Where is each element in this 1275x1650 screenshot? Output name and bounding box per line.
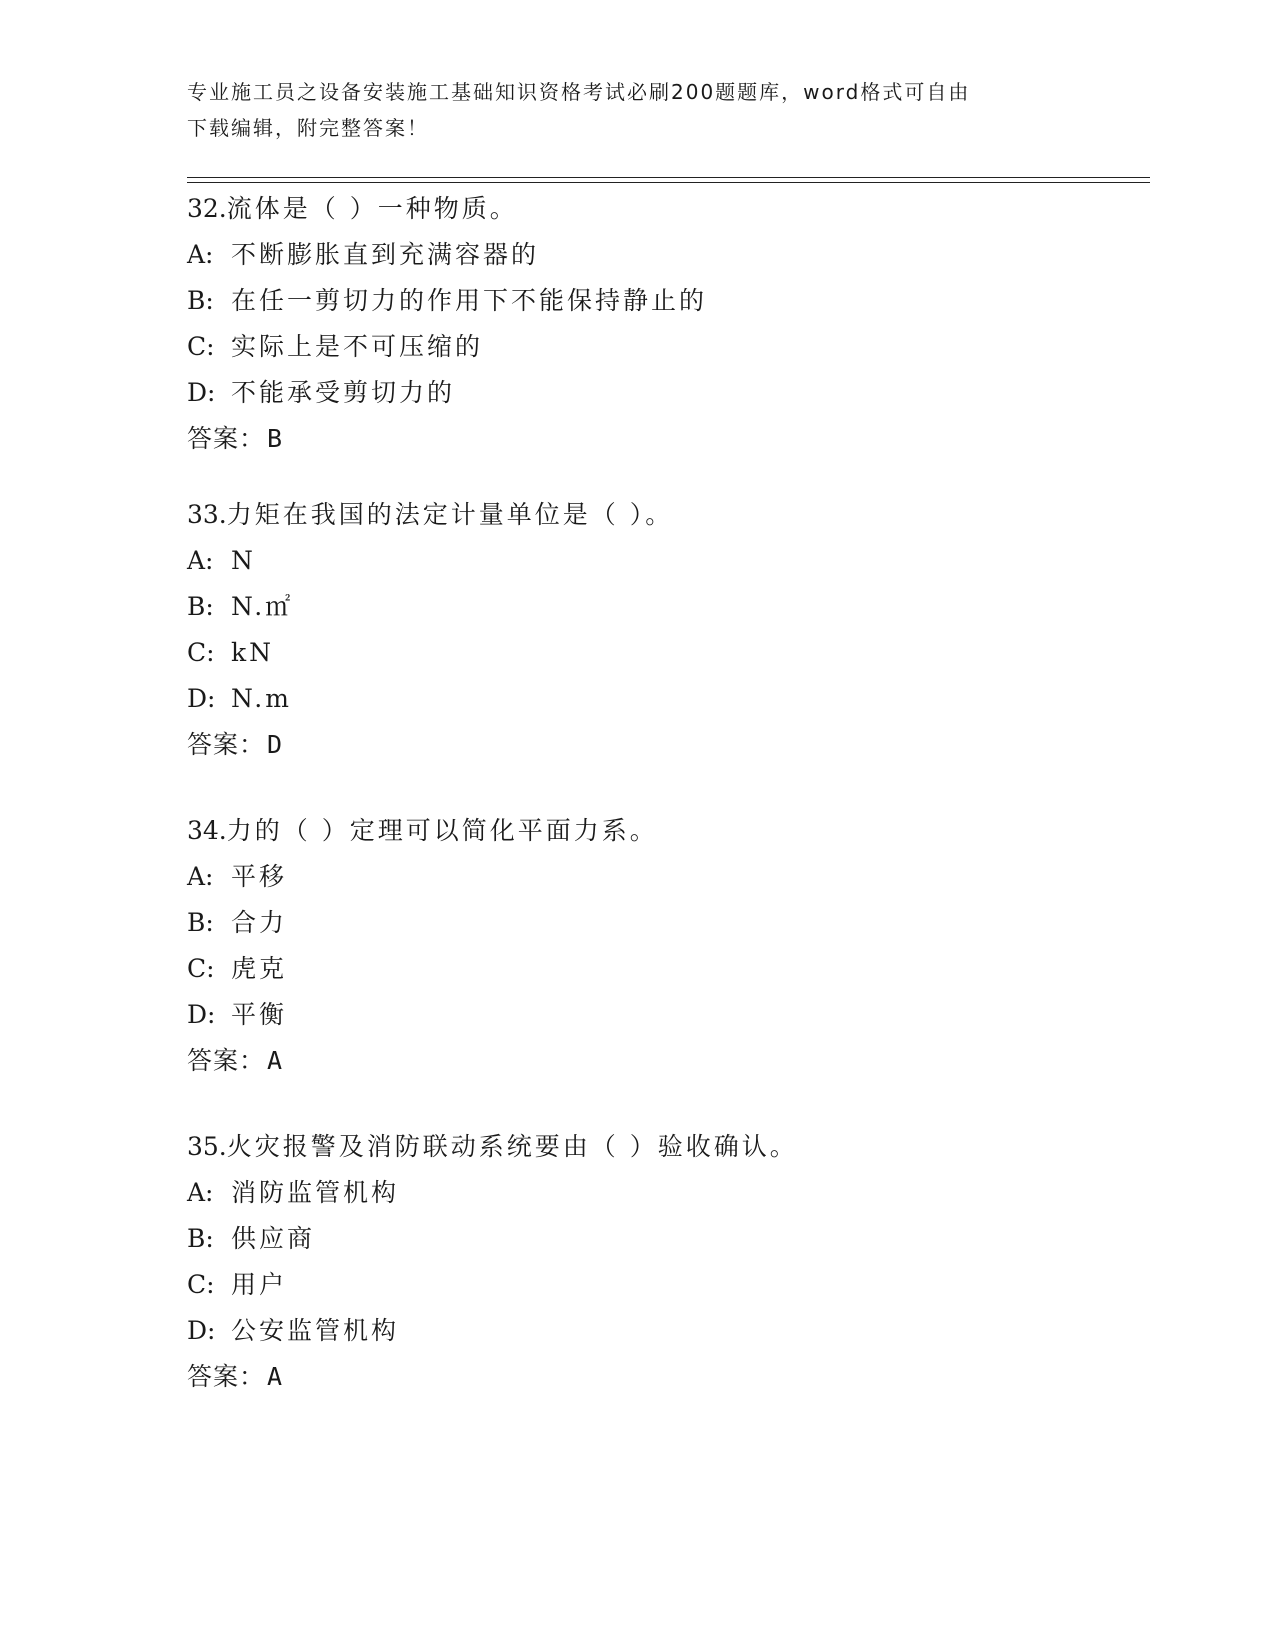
answer-line: [187, 722, 1147, 768]
answer-value: A: [267, 1362, 284, 1391]
document-header: [187, 74, 1067, 146]
option-text: 虎克: [231, 954, 288, 983]
option-a: [187, 538, 1147, 584]
option-b: [187, 1216, 1147, 1262]
option-label: D:: [187, 684, 216, 713]
option-label: A:: [187, 862, 214, 891]
header-divider-bottom: [187, 182, 1150, 183]
question-32: [187, 186, 1147, 462]
question-text: 力的（ ）定理可以简化平面力系。: [226, 816, 658, 845]
option-text: 平衡: [231, 1000, 288, 1029]
answer-line: [187, 1038, 1147, 1084]
option-c: [187, 324, 1147, 370]
question-34: [187, 808, 1147, 1084]
option-d: [187, 676, 1147, 722]
answer-label: 答案：: [187, 730, 266, 759]
option-label: C:: [187, 1270, 215, 1299]
option-text: N.m: [231, 684, 292, 713]
option-text: 供应商: [231, 1224, 316, 1253]
option-text: 公安监管机构: [231, 1316, 400, 1345]
question-number: 33.: [187, 500, 227, 529]
option-label: C:: [187, 332, 215, 361]
option-text: 合力: [231, 908, 288, 937]
question-35: [187, 1124, 1147, 1400]
question-number: 34.: [187, 816, 227, 845]
option-label: B:: [187, 286, 214, 315]
answer-value: D: [267, 730, 284, 759]
option-text: N.㎡: [231, 592, 294, 621]
option-b: [187, 584, 1147, 630]
header-divider-top: [187, 177, 1150, 178]
question-number: 35.: [187, 1132, 227, 1161]
question-stem: [187, 808, 1147, 854]
answer-label: 答案：: [187, 424, 266, 453]
option-label: D:: [187, 378, 216, 407]
option-a: [187, 232, 1147, 278]
answer-label: 答案：: [187, 1362, 266, 1391]
option-label: B:: [187, 592, 214, 621]
option-d: [187, 992, 1147, 1038]
answer-value: B: [267, 424, 284, 453]
option-text: 实际上是不可压缩的: [231, 332, 484, 361]
answer-label: 答案：: [187, 1046, 266, 1075]
question-text: 力矩在我国的法定计量单位是（ ）。: [226, 500, 674, 529]
header-line-2: 下载编辑，附完整答案！: [187, 116, 429, 140]
option-text: 不断膨胀直到充满容器的: [231, 240, 540, 269]
option-text: 在任一剪切力的作用下不能保持静止的: [231, 286, 708, 315]
question-stem: [187, 492, 1147, 538]
option-label: C:: [187, 638, 215, 667]
option-c: [187, 946, 1147, 992]
option-label: A:: [187, 1178, 214, 1207]
option-label: C:: [187, 954, 215, 983]
header-line-1: 专业施工员之设备安装施工基础知识资格考试必刷200题题库，word格式可自由: [187, 80, 971, 104]
option-text: kN: [231, 638, 275, 667]
option-c: [187, 630, 1147, 676]
option-b: [187, 900, 1147, 946]
option-c: [187, 1262, 1147, 1308]
option-label: B:: [187, 908, 214, 937]
answer-value: A: [267, 1046, 284, 1075]
option-text: 用户: [231, 1270, 288, 1299]
option-d: [187, 370, 1147, 416]
option-label: A:: [187, 240, 214, 269]
answer-line: [187, 416, 1147, 462]
question-stem: [187, 186, 1147, 232]
option-b: [187, 278, 1147, 324]
option-text: 不能承受剪切力的: [231, 378, 456, 407]
option-label: D:: [187, 1000, 216, 1029]
question-number: 32.: [187, 194, 227, 223]
option-label: D:: [187, 1316, 216, 1345]
option-a: [187, 1170, 1147, 1216]
option-label: A:: [187, 546, 214, 575]
question-33: [187, 492, 1147, 768]
option-text: N: [231, 546, 256, 575]
option-a: [187, 854, 1147, 900]
option-label: B:: [187, 1224, 214, 1253]
question-text: 火灾报警及消防联动系统要由（ ）验收确认。: [226, 1132, 798, 1161]
answer-line: [187, 1354, 1147, 1400]
question-stem: [187, 1124, 1147, 1170]
option-text: 平移: [231, 862, 288, 891]
option-text: 消防监管机构: [231, 1178, 400, 1207]
option-d: [187, 1308, 1147, 1354]
question-text: 流体是（ ）一种物质。: [226, 194, 518, 223]
